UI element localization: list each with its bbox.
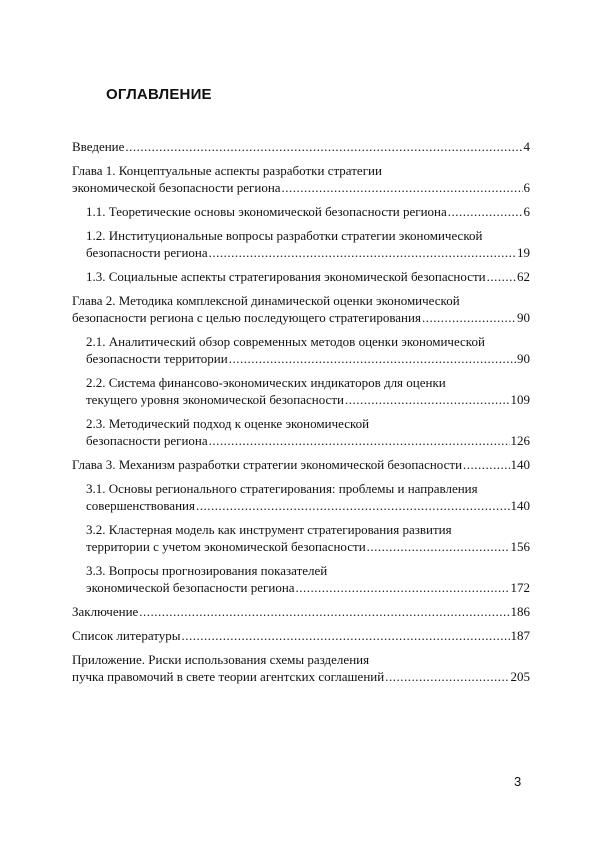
toc-entry-text: пучка правомочий в свете теории агентских соглашений [72,669,385,684]
toc-entry-last-line [72,179,530,196]
toc-page-number: 205 [510,669,530,684]
toc-page-number: 140 [510,457,530,472]
toc-entry [72,480,530,514]
toc-entry-last-line [72,309,530,326]
toc-entry-last-line [72,668,530,685]
toc-entry [72,374,530,408]
toc-entry [72,268,530,285]
toc-page-number: 109 [510,392,530,407]
toc-entry-text: Приложение. Риски использования схемы разделения [72,652,370,667]
toc-entry-text: 2.2. Система финансово-экономических индикаторов для оценки [86,375,446,390]
toc-entry-text: территории с учетом экономической безопасности [86,539,366,554]
toc-entry-text: Заключение [72,604,139,619]
toc-entry [72,162,530,196]
toc-entry-last-line [86,203,530,220]
dot-leader [296,579,510,596]
toc-entry-text: безопасности региона [86,245,208,260]
toc-entry-text: 1.2. Институциональные вопросы разработки стратегии экономической [86,228,483,243]
dot-leader [463,456,509,473]
toc-entry-text: Введение [72,139,125,154]
toc-entry-text: 2.1. Аналитический обзор современных методов оценки экономической [86,334,485,349]
toc-entry-text: 3.1. Основы регионального стратегирования: проблемы и направления [86,481,478,496]
toc-page-number: 19 [517,245,530,260]
toc-page-number: 90 [517,351,530,366]
toc-page-number: 6 [523,204,530,219]
dot-leader [367,538,510,555]
dot-leader [282,179,523,196]
table-of-contents [72,138,530,692]
toc-entry [72,138,530,155]
dot-leader [345,391,510,408]
toc-entry-last-line [86,432,530,449]
toc-entry-text: экономической безопасности региона [72,180,281,195]
toc-page-number: 90 [517,310,530,325]
toc-page-number: 4 [523,139,530,154]
dot-leader [229,350,516,367]
toc-entry [72,651,530,685]
toc-entry-last-line [86,268,530,285]
dot-leader [182,627,510,644]
toc-entry-last-line [86,350,530,367]
toc-page-number: 62 [517,269,530,284]
dot-leader [139,603,509,620]
toc-entry [72,521,530,555]
toc-entry-text: 1.1. Теоретические основы экономической безопасности региона [86,204,447,219]
page-title: ОГЛАВЛЕНИЕ [106,86,212,103]
dot-leader [209,244,516,261]
toc-page-number: 172 [510,580,530,595]
dot-leader [448,203,523,220]
toc-entry-text: безопасности территории [86,351,228,366]
toc-page-number: 6 [523,180,530,195]
toc-entry-last-line [72,603,530,620]
toc-entry-text: текущего уровня экономической безопасности [86,392,344,407]
toc-entry-text: Глава 2. Методика комплексной динамической оценки экономической [72,293,460,308]
toc-entry-text: совершенствования [86,498,195,513]
dot-leader [422,309,516,326]
toc-page-number: 140 [510,498,530,513]
toc-entry-text: 3.2. Кластерная модель как инструмент стратегирования развития [86,522,452,537]
dot-leader [196,497,510,514]
toc-entry [72,203,530,220]
toc-entry-text: экономической безопасности региона [86,580,295,595]
toc-entry [72,333,530,367]
toc-page-number: 126 [510,433,530,448]
toc-entry [72,292,530,326]
toc-entry-text: 2.3. Методический подход к оценке экономической [86,416,370,431]
toc-entry-text: безопасности региона [86,433,208,448]
toc-entry-text: Глава 1. Концептуальные аспекты разработки стратегии [72,163,382,178]
dot-leader [487,268,516,285]
toc-entry [72,603,530,620]
toc-page-number: 187 [510,628,530,643]
toc-entry-text: Глава 3. Механизм разработки стратегии экономической безопасности [72,457,463,472]
toc-entry-last-line [86,244,530,261]
toc-entry-text: безопасности региона с целью последующего стратегирования [72,310,421,325]
toc-entry-text: 1.3. Социальные аспекты стратегирования экономической безопасности [86,269,486,284]
toc-entry [72,456,530,473]
toc-entry [72,562,530,596]
dot-leader [125,138,522,155]
toc-entry-last-line [86,538,530,555]
dot-leader [209,432,510,449]
toc-entry-text: 3.3. Вопросы прогнозирования показателей [86,563,328,578]
toc-entry-text: Список литературы [72,628,181,643]
page-number: 3 [514,774,522,789]
toc-entry [72,415,530,449]
toc-entry [72,227,530,261]
toc-page-number: 156 [510,539,530,554]
toc-page-number: 186 [510,604,530,619]
toc-entry-last-line [72,138,530,155]
toc-entry-last-line [86,497,530,514]
toc-entry [72,627,530,644]
toc-entry-last-line [86,391,530,408]
dot-leader [385,668,509,685]
toc-entry-last-line [72,456,530,473]
toc-entry-last-line [72,627,530,644]
toc-entry-last-line [86,579,530,596]
